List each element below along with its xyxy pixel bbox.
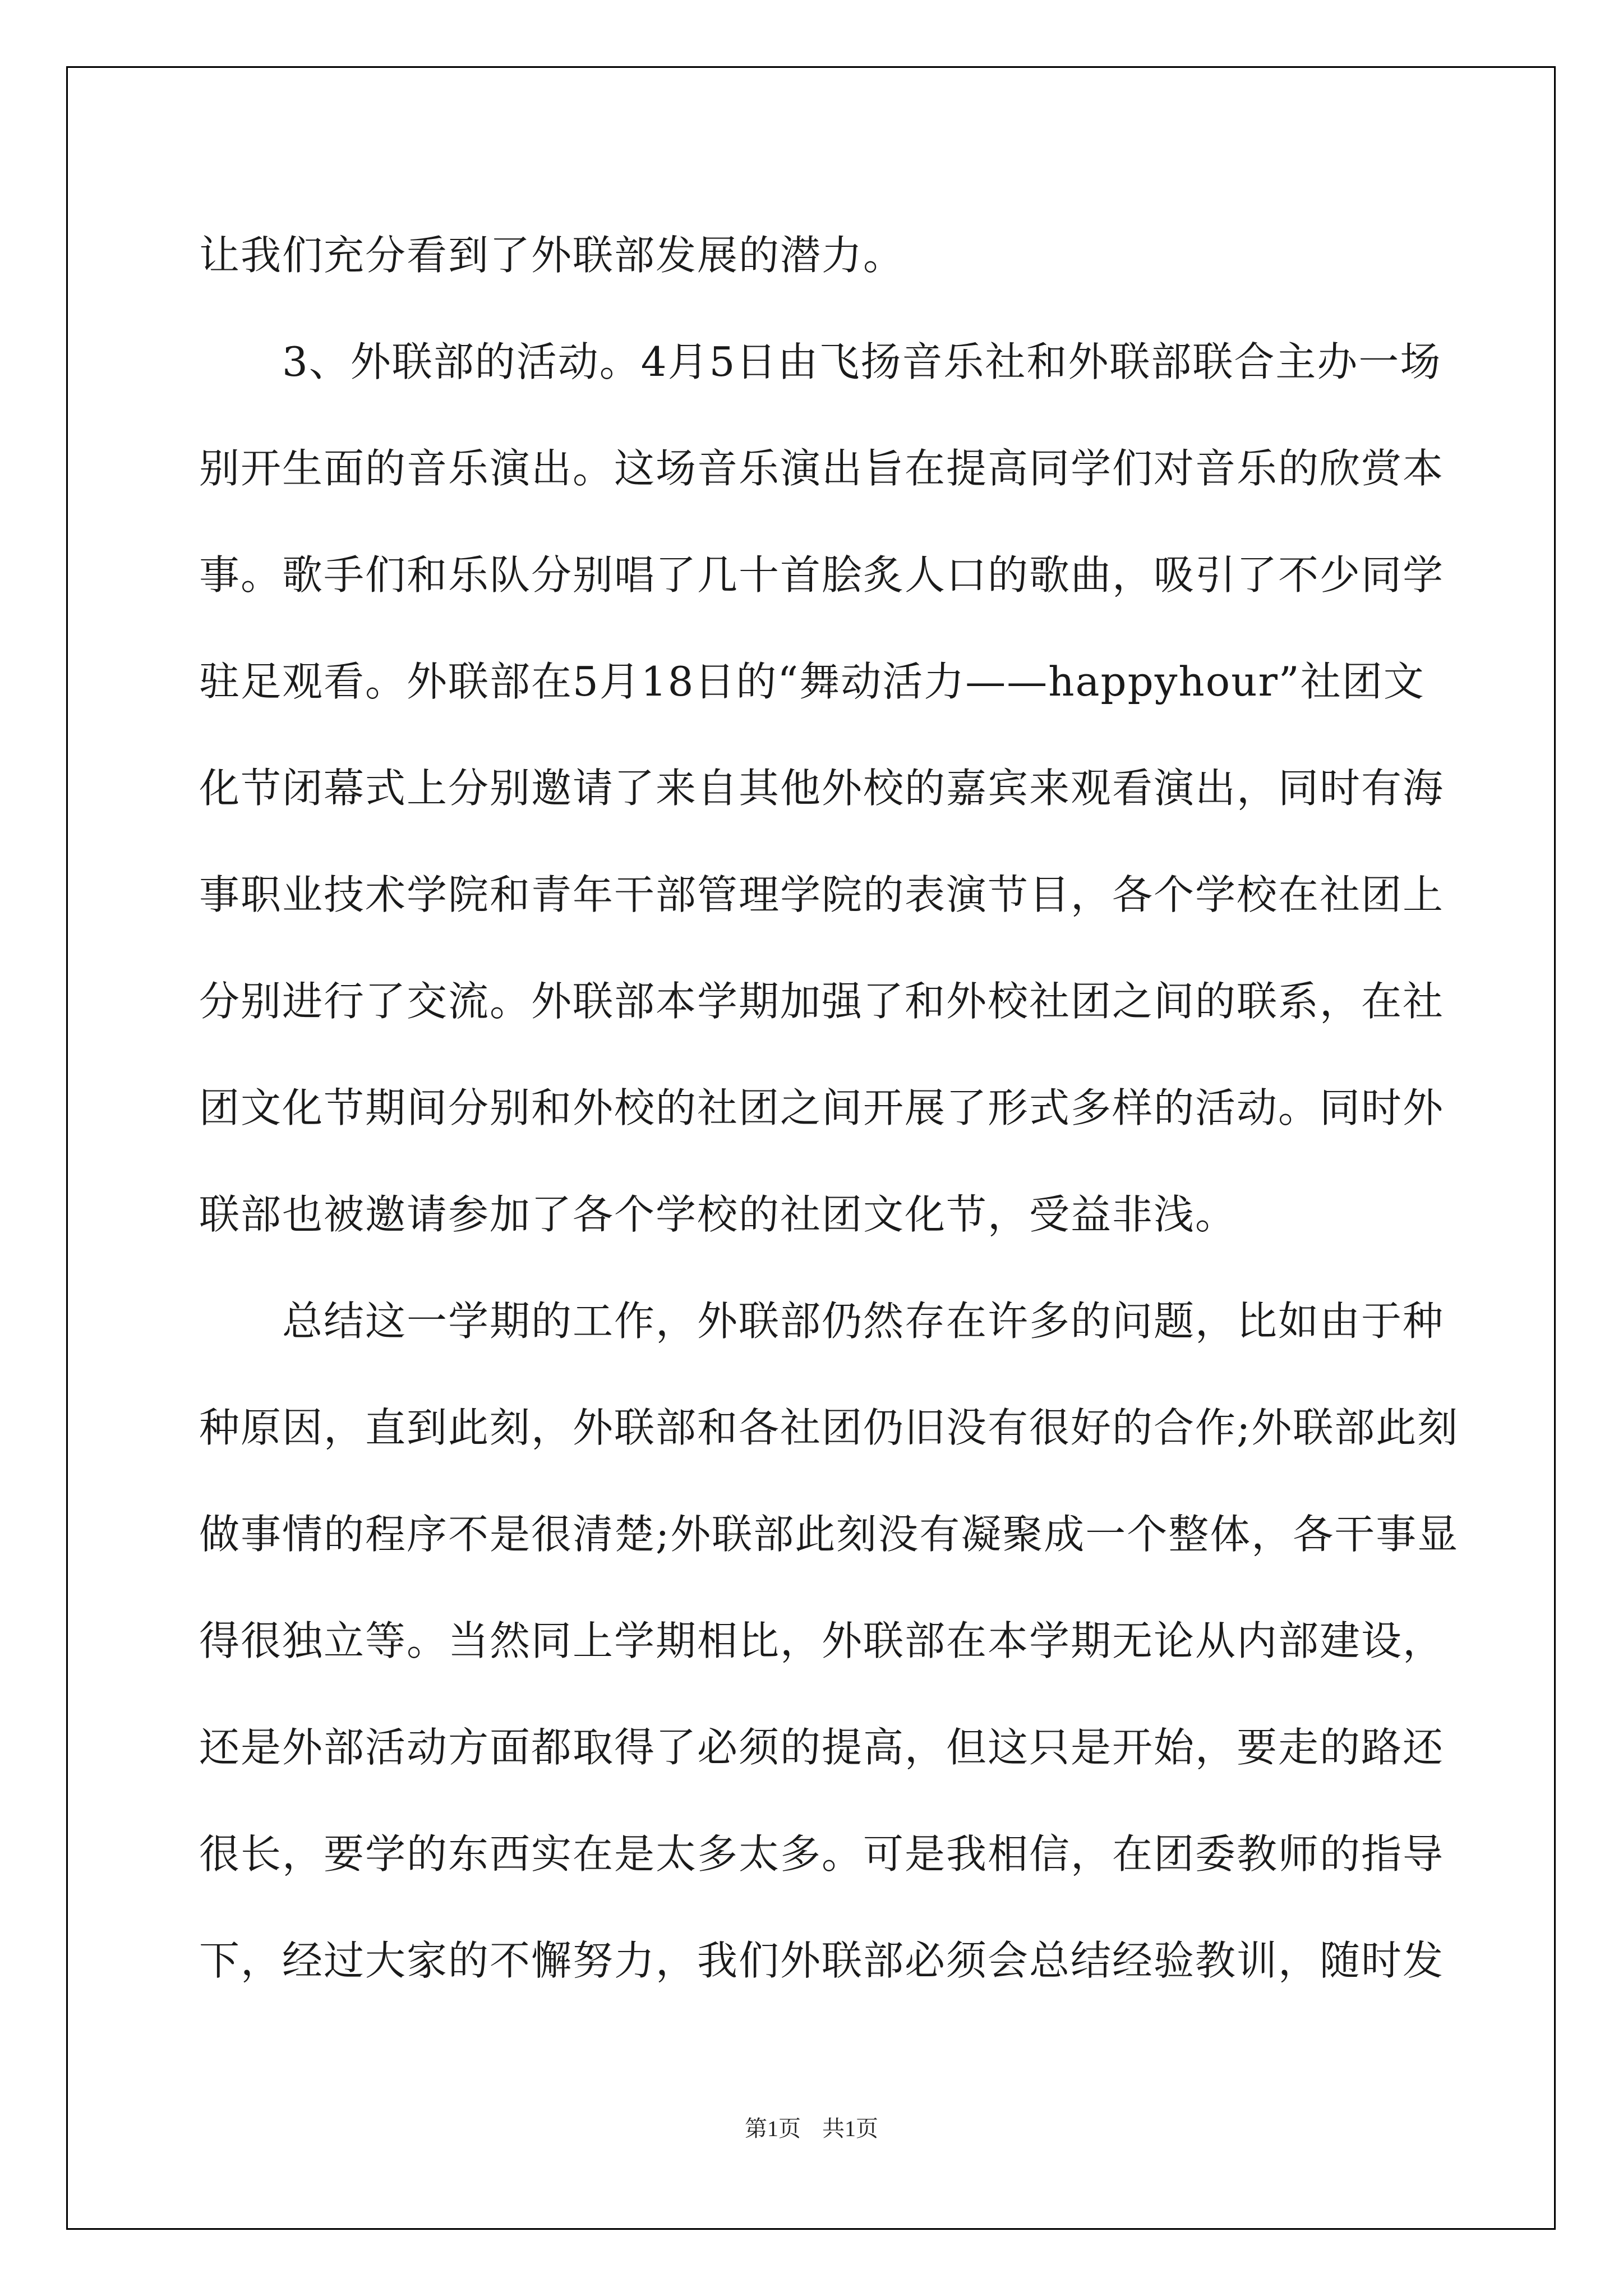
text-line: 种原因，直到此刻，外联部和各社团仍旧没有很好的合作;外联部此刻 xyxy=(199,1404,1459,1451)
text-line: 分别进行了交流。外联部本学期加强了和外校社团之间的联系，在社 xyxy=(199,978,1445,1025)
text-line: 下，经过大家的不懈努力，我们外联部必须会总结经验教训，随时发 xyxy=(199,1937,1445,1984)
text-line: 很长，要学的东西实在是太多太多。可是我相信，在团委教师的指导 xyxy=(199,1830,1445,1878)
page-total: 共1页 xyxy=(822,2116,878,2141)
text-line: 驻足观看。外联部在5月18日的“舞动活力——happyhour”社团文 xyxy=(199,658,1425,705)
text-line: 3、外联部的活动。4月5日由飞扬音乐社和外联部联合主办一场 xyxy=(282,338,1442,385)
document-body xyxy=(199,202,1459,2014)
text-line: 联部也被邀请参加了各个学校的社团文化节，受益非浅。 xyxy=(199,1191,1237,1238)
text-line: 得很独立等。当然同上学期相比，外联部在本学期无论从内部建设， xyxy=(199,1617,1445,1664)
text-line: 团文化节期间分别和外校的社团之间开展了形式多样的活动。同时外 xyxy=(199,1084,1445,1131)
text-line: 还是外部活动方面都取得了必须的提高，但这只是开始，要走的路还 xyxy=(199,1724,1445,1771)
text-line: 化节闭幕式上分别邀请了来自其他外校的嘉宾来观看演出，同时有海 xyxy=(199,765,1445,812)
page-number: 第1页 xyxy=(745,2116,801,2141)
text-line: 别开生面的音乐演出。这场音乐演出旨在提高同学们对音乐的欣赏本 xyxy=(199,445,1445,492)
page-footer xyxy=(0,2112,1623,2146)
text-line: 事职业技术学院和青年干部管理学院的表演节目，各个学校在社团上 xyxy=(199,871,1445,918)
text-line: 总结这一学期的工作，外联部仍然存在许多的问题，比如由于种 xyxy=(282,1297,1445,1345)
text-line: 让我们充分看到了外联部发展的潜力。 xyxy=(199,232,905,279)
text-line: 做事情的程序不是很清楚;外联部此刻没有凝聚成一个整体，各干事显 xyxy=(199,1511,1459,1558)
text-line: 事。歌手们和乐队分别唱了几十首脍炙人口的歌曲，吸引了不少同学 xyxy=(199,551,1445,599)
